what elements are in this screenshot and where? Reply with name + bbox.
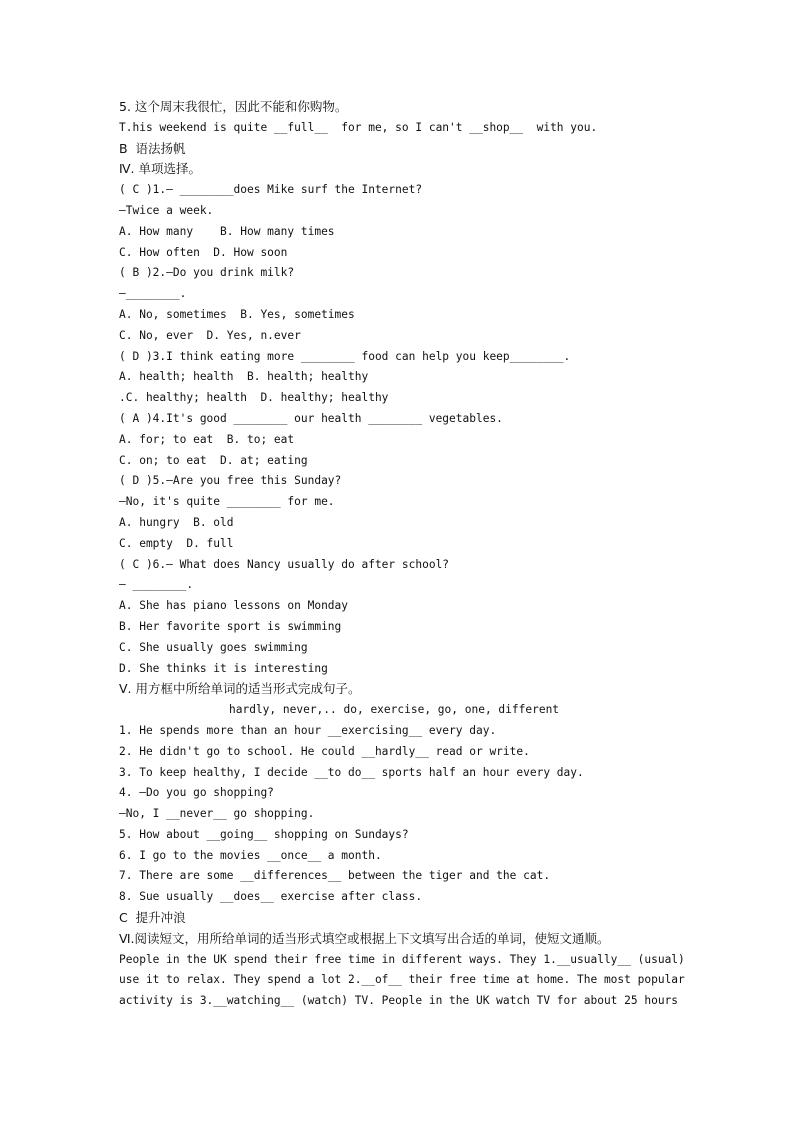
mc-q2-options-ab: A. No, sometimes B. Yes, sometimes: [119, 307, 355, 321]
part-v-heading: Ⅴ. 用方框中所给单词的适当形式完成句子。: [119, 681, 361, 697]
mc-q5-options-cd: C. empty D. full: [119, 536, 234, 550]
passage-line-1: People in the UK spend their free time in different ways. They 1.__usually__ (usual): [119, 952, 685, 966]
mc-q5-reply: —No, it's quite ________ for me.: [119, 495, 335, 509]
fill-q7: 7. There are some __differences__ between the tiger and the cat.: [119, 869, 551, 883]
fill-q8: 8. Sue usually __does__ exercise after class.: [119, 890, 423, 904]
passage-line-2: use it to relax. They spend a lot 2.__of__ their free time at home. The most popular: [119, 973, 685, 987]
fill-q1: 1. He spends more than an hour __exercising__ every day.: [119, 723, 497, 737]
fill-q2: 2. He didn't go to school. He could __hardly__ read or write.: [119, 744, 530, 758]
mc-q4-options-ab: A. for; to eat B. to; eat: [119, 432, 295, 446]
mc-q2-options-cd: C. No, ever D. Yes, n.ever: [119, 328, 301, 342]
mc-q1-options-cd: C. How often D. How soon: [119, 245, 288, 259]
section-b-heading: B 语法扬帆: [119, 140, 186, 156]
mc-q5-options-ab: A. hungry B. old: [119, 515, 234, 529]
word-box: hardly, never,.. do, exercise, go, one, different: [229, 703, 560, 717]
mc-q4-stem: ( A )4.It's good ________ our health ________ vegetables.: [119, 411, 503, 425]
mc-q6-option-a: A. She has piano lessons on Monday: [119, 599, 349, 613]
mc-q6-option-d: D. She thinks it is interesting: [119, 661, 328, 675]
item-5-answer-sentence: T.his weekend is quite __full__ for me, so I can't __shop__ with you.: [119, 120, 598, 134]
mc-q2-reply: —________.: [119, 287, 187, 301]
mc-q3-options-cd: .C. healthy; health D. healthy; healthy: [119, 391, 389, 405]
section-c-heading: C 提升冲浪: [119, 910, 186, 926]
mc-q6-stem: ( C )6.— What does Nancy usually do after school?: [119, 557, 450, 571]
mc-q3-options-ab: A. health; health B. health; healthy: [119, 370, 369, 384]
item-5-chinese-prompt: 5. 这个周末我很忙，因此不能和你购物。: [119, 99, 348, 114]
fill-q5: 5. How about __going__ shopping on Sundays?: [119, 827, 409, 841]
part-vi-heading: Ⅵ.阅读短文，用所给单词的适当形式填空或根据上下文填写出合适的单词，使短文通顺。: [119, 930, 610, 946]
mc-q3-stem: ( D )3.I think eating more ________ food can help you keep________.: [119, 349, 571, 363]
mc-q1-stem: ( C )1.— ________does Mike surf the Internet?: [119, 183, 423, 197]
worksheet-page: [119, 97, 684, 1012]
mc-q5-stem: ( D )5.—Are you free this Sunday?: [119, 474, 342, 488]
mc-q4-options-cd: C. on; to eat D. at; eating: [119, 453, 308, 467]
fill-q6: 6. I go to the movies __once__ a month.: [119, 848, 382, 862]
mc-q2-stem: ( B )2.—Do you drink milk?: [119, 266, 295, 280]
mc-q1-reply: —Twice a week.: [119, 203, 214, 217]
passage-line-3: activity is 3.__watching__ (watch) TV. People in the UK watch TV for about 25 hours: [119, 994, 679, 1008]
mc-q1-options-ab: A. How many B. How many times: [119, 224, 335, 238]
fill-q4-stem: 4. —Do you go shopping?: [119, 786, 274, 800]
mc-q6-reply: — ________.: [119, 578, 194, 592]
part-iv-heading: Ⅳ. 单项选择。: [119, 161, 201, 177]
fill-q3: 3. To keep healthy, I decide __to do__ sports half an hour every day.: [119, 765, 584, 779]
fill-q4-reply: —No, I __never__ go shopping.: [119, 807, 315, 821]
mc-q6-option-c: C. She usually goes swimming: [119, 640, 308, 654]
mc-q6-option-b: B. Her favorite sport is swimming: [119, 619, 342, 633]
